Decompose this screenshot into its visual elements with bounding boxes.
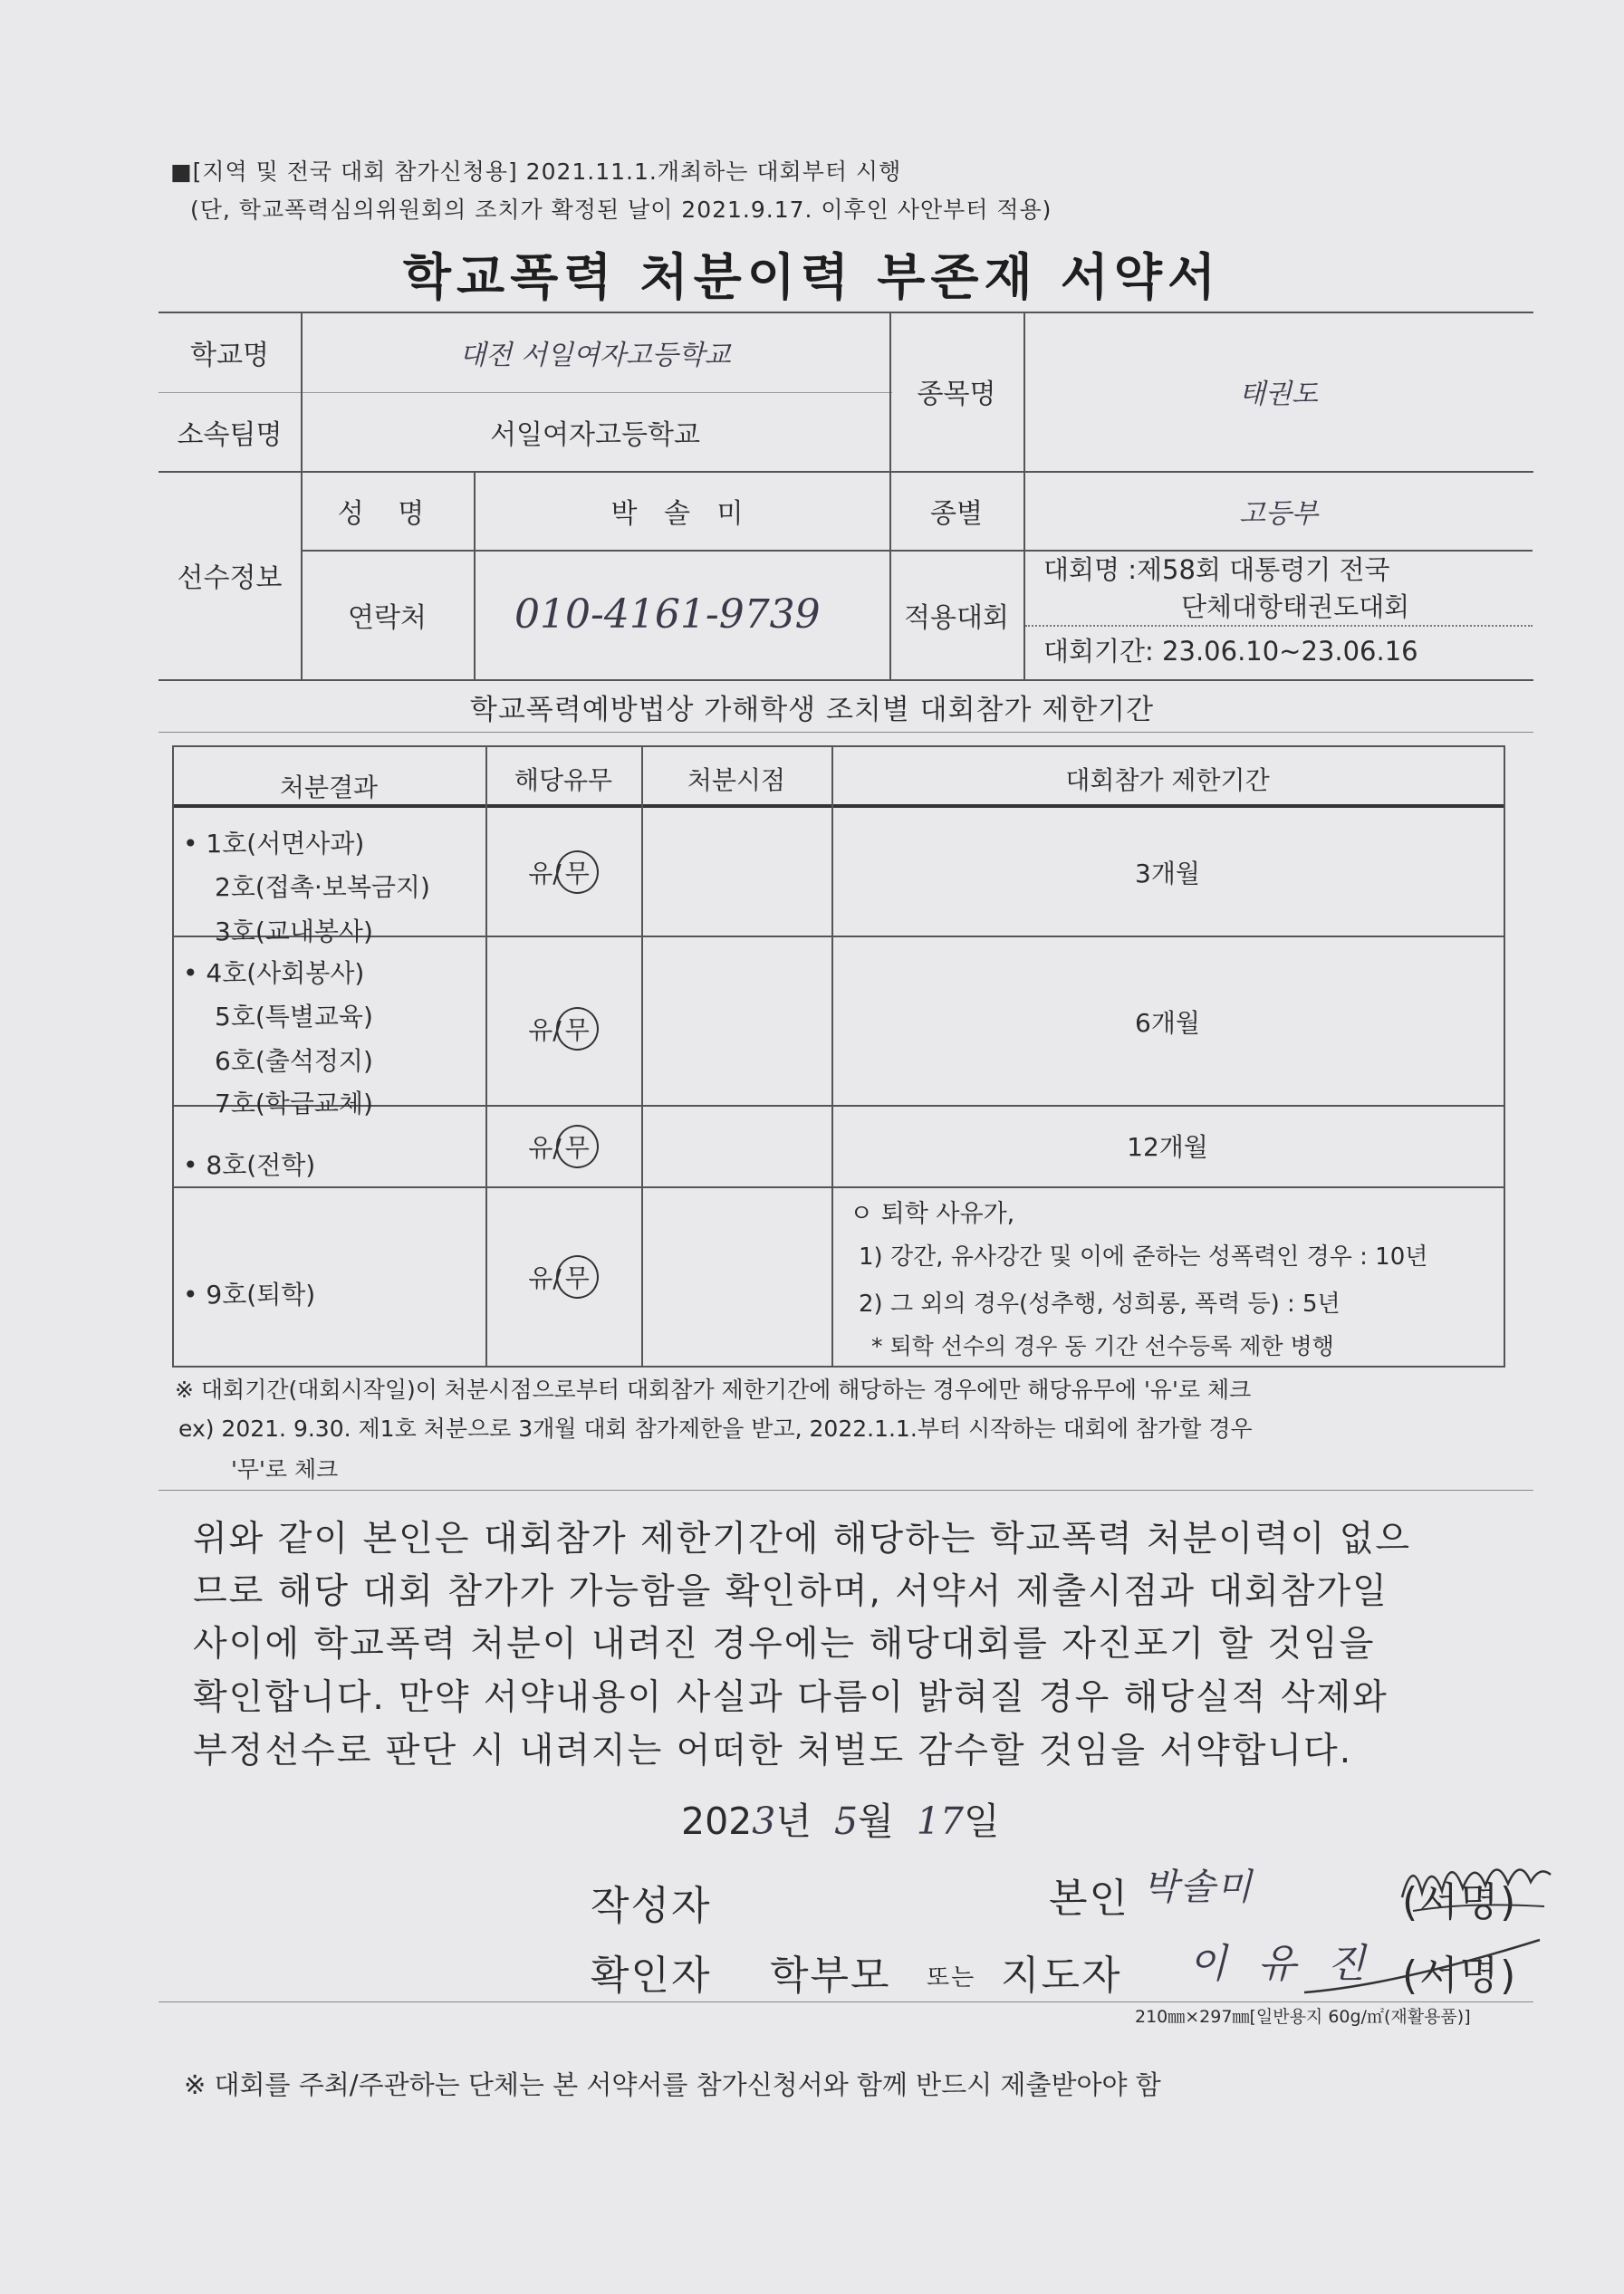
team-label: 소속팀명 (177, 418, 283, 451)
month-handwritten: 5 (834, 1800, 859, 1843)
expulsion-period-line: * 퇴학 선수의 경우 동 기간 선수등록 제한 병행 (871, 1333, 1334, 1359)
division-value: 고등부 (1239, 497, 1318, 530)
disposition-item: 5호(특별교육) (215, 1002, 373, 1032)
col-header-result: 처분결과 (279, 773, 379, 802)
note-line-1: ※ 대회기간(대회시작일)이 처분시점으로부터 대회참가 제한기간에 해당하는 경우에만 해당유무에 '유'로 체크 (175, 1377, 1252, 1403)
name-value: 박 솔 미 (610, 497, 753, 530)
school-label: 학교명 (190, 339, 269, 371)
disposition-item: 2호(접촉·보복금지) (215, 872, 430, 902)
year-handwritten: 3 (752, 1800, 776, 1843)
applicable-mark (485, 1107, 641, 1186)
day-suffix: 일 (963, 1800, 1000, 1843)
competition-name-line1: 대회명 :제58회 대통령기 전국 (1043, 554, 1390, 585)
restriction-period: 6개월 (1135, 1008, 1200, 1038)
competition-period: 대회기간: 23.06.10~23.06.16 (1043, 636, 1418, 667)
coach-name-handwritten: 이 유 진 (1188, 1941, 1375, 1987)
or-label: 또는 (927, 1964, 976, 1992)
division-label: 종별 (930, 497, 983, 530)
pledge-line: 므로 해당 대회 참가가 가능함을 확인하며, 서약서 제출시점과 대회참가일 (193, 1571, 1389, 1612)
pledge-line: 사이에 학교폭력 처분이 내려진 경우에는 해당대회를 자진포기 할 것임을 (193, 1624, 1376, 1665)
pledge-line: 위와 같이 본인은 대회참가 제한기간에 해당하는 학교폭력 처분이력이 없으 (193, 1519, 1412, 1560)
restriction-section-title: 학교폭력예방법상 가해학생 조치별 대회참가 제한기간 (469, 694, 1155, 726)
col-header-disposition-time: 처분시점 (687, 765, 786, 795)
applicable-mark (485, 1188, 641, 1366)
restriction-period: 3개월 (1135, 859, 1200, 888)
disposition-item: 6호(출석정지) (215, 1046, 373, 1076)
note-line-2: ex) 2021. 9.30. 제1호 처분으로 3개월 대회 참가제한을 받고, 2022.1.1.부터 시작하는 대회에 참가할 경우 (178, 1416, 1253, 1442)
self-name-handwritten: 박솔미 (1143, 1867, 1254, 1908)
document-title: 학교폭력 처분이력 부존재 서약서 (402, 248, 1222, 306)
final-note: ※ 대회를 주최/주관하는 단체는 본 서약서를 참가신청서와 함께 반드시 제출받아야 함 (184, 2069, 1161, 2100)
yes-option: 유/ (528, 858, 562, 888)
applicable-mark (485, 808, 641, 936)
header-line-1: ■[지역 및 전국 대회 참가신청용] 2021.11.1.개최하는 대회부터 시행 (170, 158, 902, 185)
disposition-item: 3호(교내봉사) (215, 917, 373, 946)
pledge-line: 확인합니다. 만약 서약내용이 사실과 다름이 밝혀질 경우 해당실적 삭제와 (193, 1677, 1389, 1718)
sign-placeholder: (서명) (1402, 1879, 1518, 1925)
day-handwritten: 17 (916, 1800, 964, 1843)
yes-option: 유/ (528, 1133, 562, 1163)
parent-label: 학부모 (770, 1953, 891, 1999)
competition-name-line2: 단체대항태권도대회 (1181, 591, 1410, 622)
contact-value: 010-4161-9739 (514, 591, 821, 638)
event-value: 태권도 (1239, 379, 1318, 410)
yes-option: 유/ (528, 1015, 562, 1045)
applicable-mark (485, 981, 641, 1077)
coach-signature-stroke (1286, 1920, 1558, 2001)
writer-label: 작성자 (591, 1883, 712, 1929)
year-prefix: 202 (681, 1800, 753, 1843)
confirmer-label: 확인자 (591, 1953, 712, 1999)
disposition-item: • 8호(전학) (183, 1150, 316, 1180)
expulsion-period-line: ㅇ 퇴학 사유가, (850, 1200, 1015, 1228)
expulsion-period-line: 1) 강간, 유사강간 및 이에 준하는 성폭력인 경우 : 10년 (859, 1243, 1428, 1271)
yes-option: 유/ (528, 1263, 562, 1293)
no-option-circled: 무 (556, 850, 599, 894)
player-info-label: 선수정보 (177, 562, 283, 594)
self-label: 본인 (1049, 1876, 1130, 1922)
month-suffix: 월 (858, 1800, 894, 1843)
date-line (681, 1791, 1000, 1845)
year-suffix: 년 (775, 1800, 812, 1843)
note-line-3: '무'로 체크 (231, 1456, 339, 1483)
paper-spec: 210㎜×297㎜[일반용지 60g/㎡(재활용품)] (1135, 2007, 1471, 2027)
disposition-item: 7호(학급교체) (215, 1089, 373, 1118)
applied-competition-label: 적용대회 (904, 601, 1009, 634)
header-line-2: (단, 학교폭력심의위원회의 조치가 확정된 날이 2021.9.17. 이후인 사안부터 적용) (190, 197, 1052, 223)
name-label: 성 명 (337, 497, 437, 530)
coach-label: 지도자 (1001, 1953, 1122, 1999)
disposition-item: • 1호(서면사과) (183, 829, 365, 859)
restriction-period: 12개월 (1127, 1132, 1208, 1162)
col-header-applicable: 해당유무 (514, 765, 613, 795)
team-value: 서일여자고등학교 (490, 418, 700, 451)
sign-placeholder-2: (서명) (1402, 1953, 1518, 1999)
col-header-restriction-period: 대회참가 제한기간 (1065, 765, 1270, 795)
contact-label: 연락처 (348, 601, 427, 634)
no-option-circled: 무 (556, 1007, 599, 1051)
expulsion-period-line: 2) 그 외의 경우(성추행, 성희롱, 폭력 등) : 5년 (859, 1291, 1341, 1318)
pledge-line: 부정선수로 판단 시 내려지는 어떠한 처벌도 감수할 것임을 서약합니다. (193, 1731, 1353, 1771)
no-option-circled: 무 (556, 1125, 599, 1168)
self-signature-scribble (1395, 1848, 1558, 1929)
school-value: 대전 서일여자고등학교 (459, 339, 731, 371)
no-option-circled: 무 (556, 1255, 599, 1299)
disposition-item: • 9호(퇴학) (183, 1280, 316, 1310)
event-label: 종목명 (917, 379, 996, 410)
disposition-item: • 4호(사회봉사) (183, 958, 365, 988)
